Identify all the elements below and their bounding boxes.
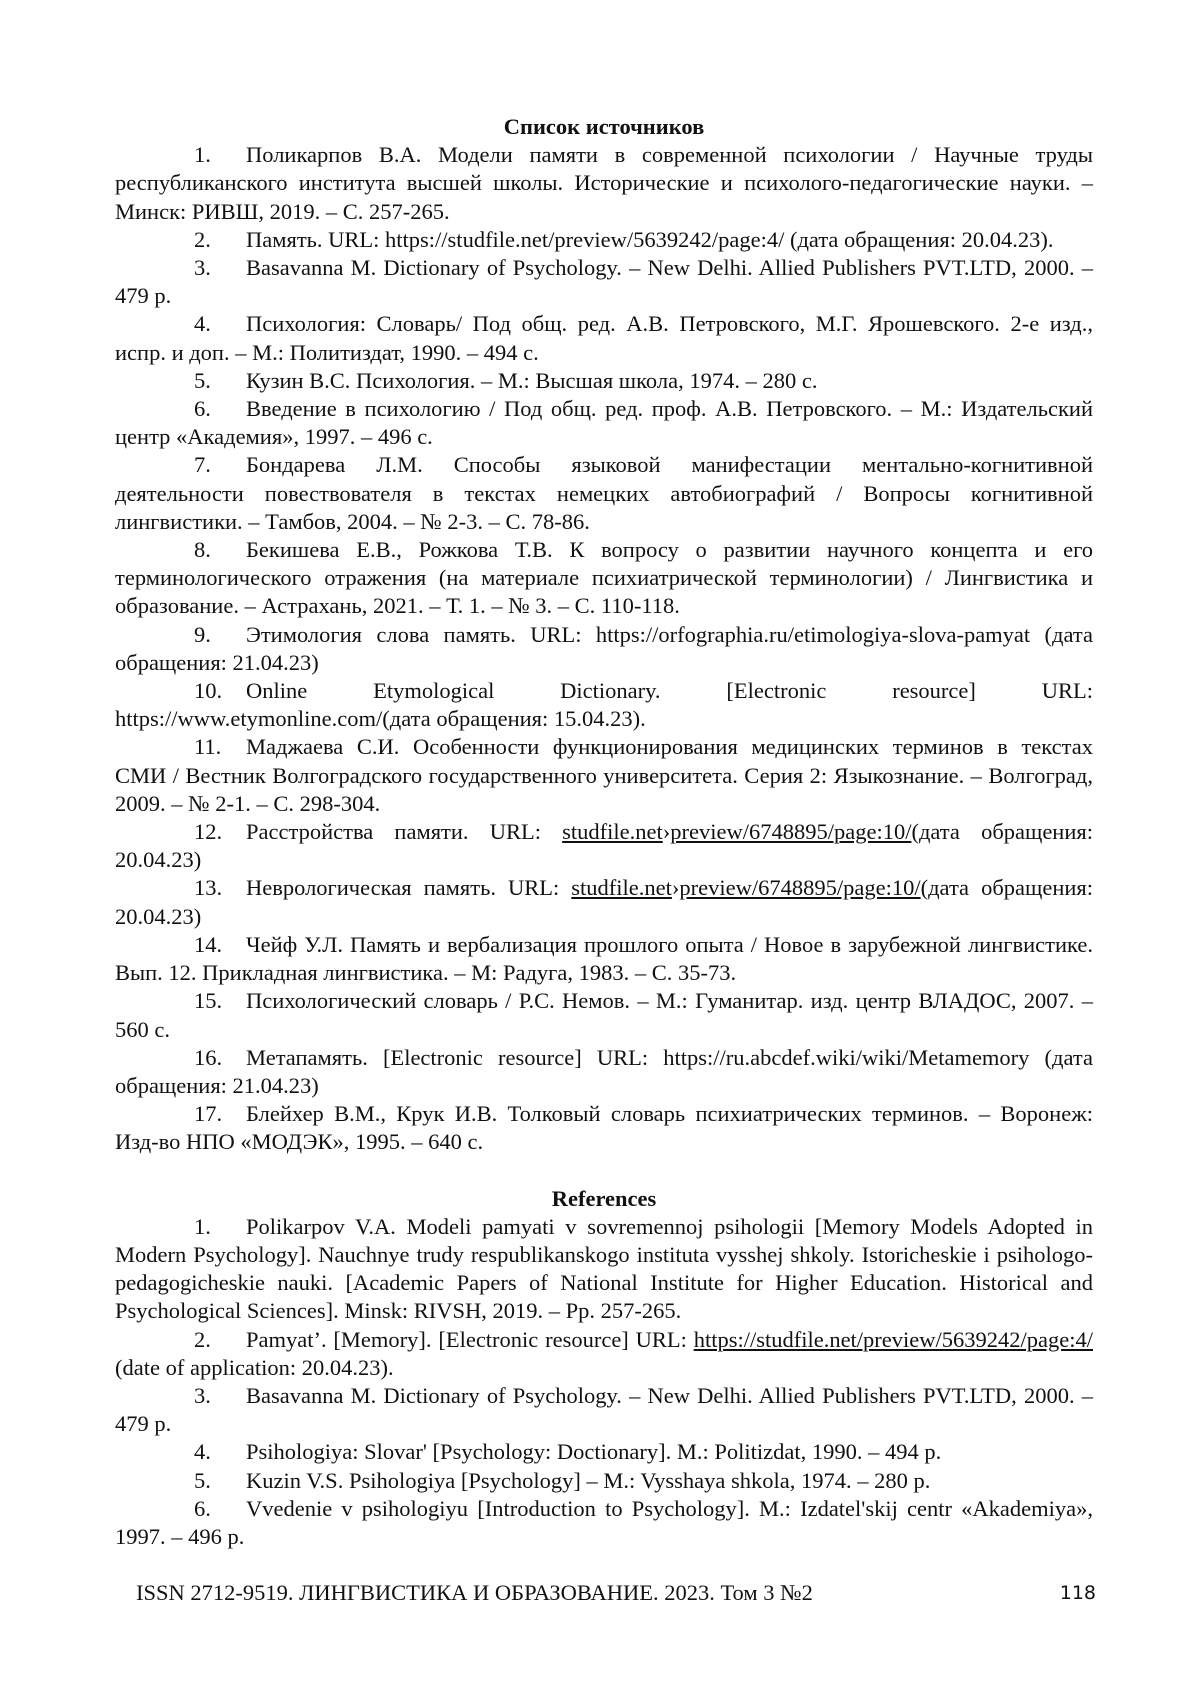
item-number: 8. [194,537,211,563]
journal-info: ISSN 2712-9519. ЛИНГВИСТИКА И ОБРАЗОВАНИЕ. 2023. Том 3 №2 [136,1580,813,1605]
item-text: Бондарева Л.М. Способы языковой манифестации ментально-когнитивной деятельности повествователя в текстах немецких автобиографий / Вопросы когнитивной лингвистики. – Тамбов, 2004. – № 2-3. – С. 78-86. [115,452,1093,534]
item-number: 4. [194,1439,211,1465]
item-number: 6. [194,396,211,422]
item-number: 5. [194,367,211,393]
source-item-12 [115,818,1093,874]
source-item-14 [115,931,1093,987]
item-number: 2. [194,1326,211,1352]
item-text: Polikarpov V.A. Modeli pamyati v sovremennoj psihologii [Memory Models Adopted in Modern Psychology]. Nauchnye trudy respublikanskogo instituta vysshej shkoly. Istoricheskie i psihologo-pedagogicheskie nauki. [Academic Papers of National Institute for Higher Education. Historical and Psychological Sciences]. Minsk: RIVSH, 2019. – Pp. 257-265. [115,1213,1093,1324]
item-text: Pamyat’. [Memory]. [Electronic resource] URL: [246,1326,694,1352]
item-text: Неврологическая память. URL: [246,875,572,901]
item-text: Маджаева С.И. Особенности функционирования медицинских терминов в текстах СМИ / Вестник Волгоградского государственного университета. Серия 2: Языкознание. – Волгоград, 2009. – № 2-1. – С. 298-304. [115,734,1093,816]
section-spacer [115,1157,1093,1185]
item-number: 3. [194,255,211,281]
item-text-tail: (дата обращения: 20.04.23) [115,819,1093,873]
page-number: 118 [1059,1582,1096,1604]
source-item-15 [115,987,1093,1043]
item-number: 12. [194,819,223,845]
source-link-path[interactable]: preview/6748895/page:10/ [670,819,912,845]
item-number: 3. [194,1382,211,1408]
item-number: 13. [194,875,223,901]
item-number: 14. [194,931,223,957]
item-text: Kuzin V.S. Psihologiya [Psychology] – M.: Vysshaya shkola, 1974. – 280 p. [246,1467,931,1493]
source-link-domain[interactable]: studfile.net [562,819,663,845]
item-number: 16. [194,1044,223,1070]
item-number: 17. [194,1101,223,1127]
reference-item-4 [115,1438,1093,1466]
reference-item-6 [115,1495,1093,1551]
item-text: Кузин В.С. Психология. – М.: Высшая школа, 1974. – 280 с. [246,367,818,393]
reference-item-1 [115,1213,1093,1326]
item-number: 4. [194,311,211,337]
reference-item-2 [115,1326,1093,1382]
source-link-domain[interactable]: studfile.net [571,875,672,901]
item-text: Этимология слова память. URL: https://orfographia.ru/etimologiya-slova-pamyat (дата обращения: 21.04.23) [115,621,1093,675]
item-number: 2. [194,226,211,252]
item-text: Бекишева Е.В., Рожкова Т.В. К вопросу о развитии научного концепта и его терминологического отражения (на материале психиатрической терминологии) / Лингвистика и образование. – Астрахань, 2021. – Т. 1. – № 3. – С. 110-118. [115,537,1093,619]
item-number: 11. [194,734,222,760]
sources-list [115,141,1093,1156]
source-item-10 [115,677,1093,733]
source-item-9 [115,621,1093,677]
item-number: 7. [194,452,211,478]
sources-heading: Список источников [503,114,705,139]
source-item-3 [115,254,1093,310]
source-item-8 [115,536,1093,621]
item-text: Поликарпов В.А. Модели памяти в современной психологии / Научные труды республиканского института высшей школы. Исторические и психолого-педагогические науки. – Минск: РИВШ, 2019. – С. 257-265. [115,142,1093,224]
references-list [115,1213,1093,1551]
reference-item-5 [115,1467,1093,1495]
item-text: Введение в психологию / Под общ. ред. проф. А.В. Петровского. – М.: Издательский центр «Академия», 1997. – 496 с. [115,396,1093,450]
item-text: Метапамять. [Electronic resource] URL: https://ru.abcdef.wiki/wiki/Metamemory (дата обращения: 21.04.23) [115,1044,1093,1098]
item-text: Память. URL: https://studfile.net/preview/5639242/page:4/ (дата обращения: 20.04.23). [246,226,1054,252]
source-item-16 [115,1044,1093,1100]
item-text: Чейф У.Л. Память и вербализация прошлого опыта / Новое в зарубежной лингвистике. Вып. 12. Прикладная лингвистика. – М: Радуга, 1983. – С. 35-73. [115,931,1093,986]
source-item-4 [115,310,1093,366]
item-text: Basavanna M. Dictionary of Psychology. – New Delhi. Allied Publishers PVT.LTD, 2000. – 479 p. [115,1382,1093,1437]
source-item-7 [115,451,1093,536]
item-text-tail: (date of application: 20.04.23). [115,1354,394,1380]
item-number: 1. [194,142,211,168]
item-number: 5. [194,1467,211,1493]
breadcrumb-separator: › [671,875,680,901]
item-text: Vvedenie v psihologiyu [Introduction to Psychology]. M.: Izdatel'skij centr «Akademiya», 1997. – 496 p. [115,1495,1093,1549]
item-number: 1. [194,1213,211,1239]
item-text: Расстройства памяти. URL: [246,819,563,845]
item-number: 10. [194,678,223,704]
item-text: Basavanna M. Dictionary of Psychology. – New Delhi. Allied Publishers PVT.LTD, 2000. – 479 p. [115,255,1093,309]
source-item-5 [115,367,1093,395]
item-number: 9. [194,621,211,647]
source-item-17 [115,1100,1093,1156]
breadcrumb-separator: › [662,819,671,845]
item-text: Psihologiya: Slovar' [Psychology: Doctionary]. M.: Politizdat, 1990. – 494 p. [246,1439,942,1465]
document-page [115,113,1093,1551]
source-item-11 [115,733,1093,818]
source-link-path[interactable]: preview/6748895/page:10/ [679,875,921,901]
item-text-tail: (дата обращения: 20.04.23) [115,875,1093,929]
item-text: Блейхер В.М., Крук И.В. Толковый словарь психиатрических терминов. – Воронеж: Изд-во НПО «МОДЭК», 1995. – 640 с. [115,1101,1093,1155]
source-item-6 [115,395,1093,451]
references-heading: References [551,1185,657,1211]
source-item-1 [115,141,1093,226]
source-item-2 [115,226,1093,254]
reference-item-3 [115,1382,1093,1438]
source-item-13 [115,874,1093,930]
item-number: 6. [194,1495,211,1521]
item-text: Психологический словарь / Р.С. Немов. – М.: Гуманитар. изд. центр ВЛАДОС, 2007. – 560 с. [115,988,1093,1042]
reference-link[interactable]: https://studfile.net/preview/5639242/page:4/ [693,1326,1093,1352]
item-text: Online Etymological Dictionary. [Electronic resource] URL: https://www.etymonline.com/(дата обращения: 15.04.23). [115,678,1093,732]
item-number: 15. [194,988,223,1014]
item-text: Психология: Словарь/ Под общ. ред. А.В. Петровского, М.Г. Ярошевского. 2-е изд., испр. и доп. – М.: Политиздат, 1990. – 494 с. [115,311,1093,365]
